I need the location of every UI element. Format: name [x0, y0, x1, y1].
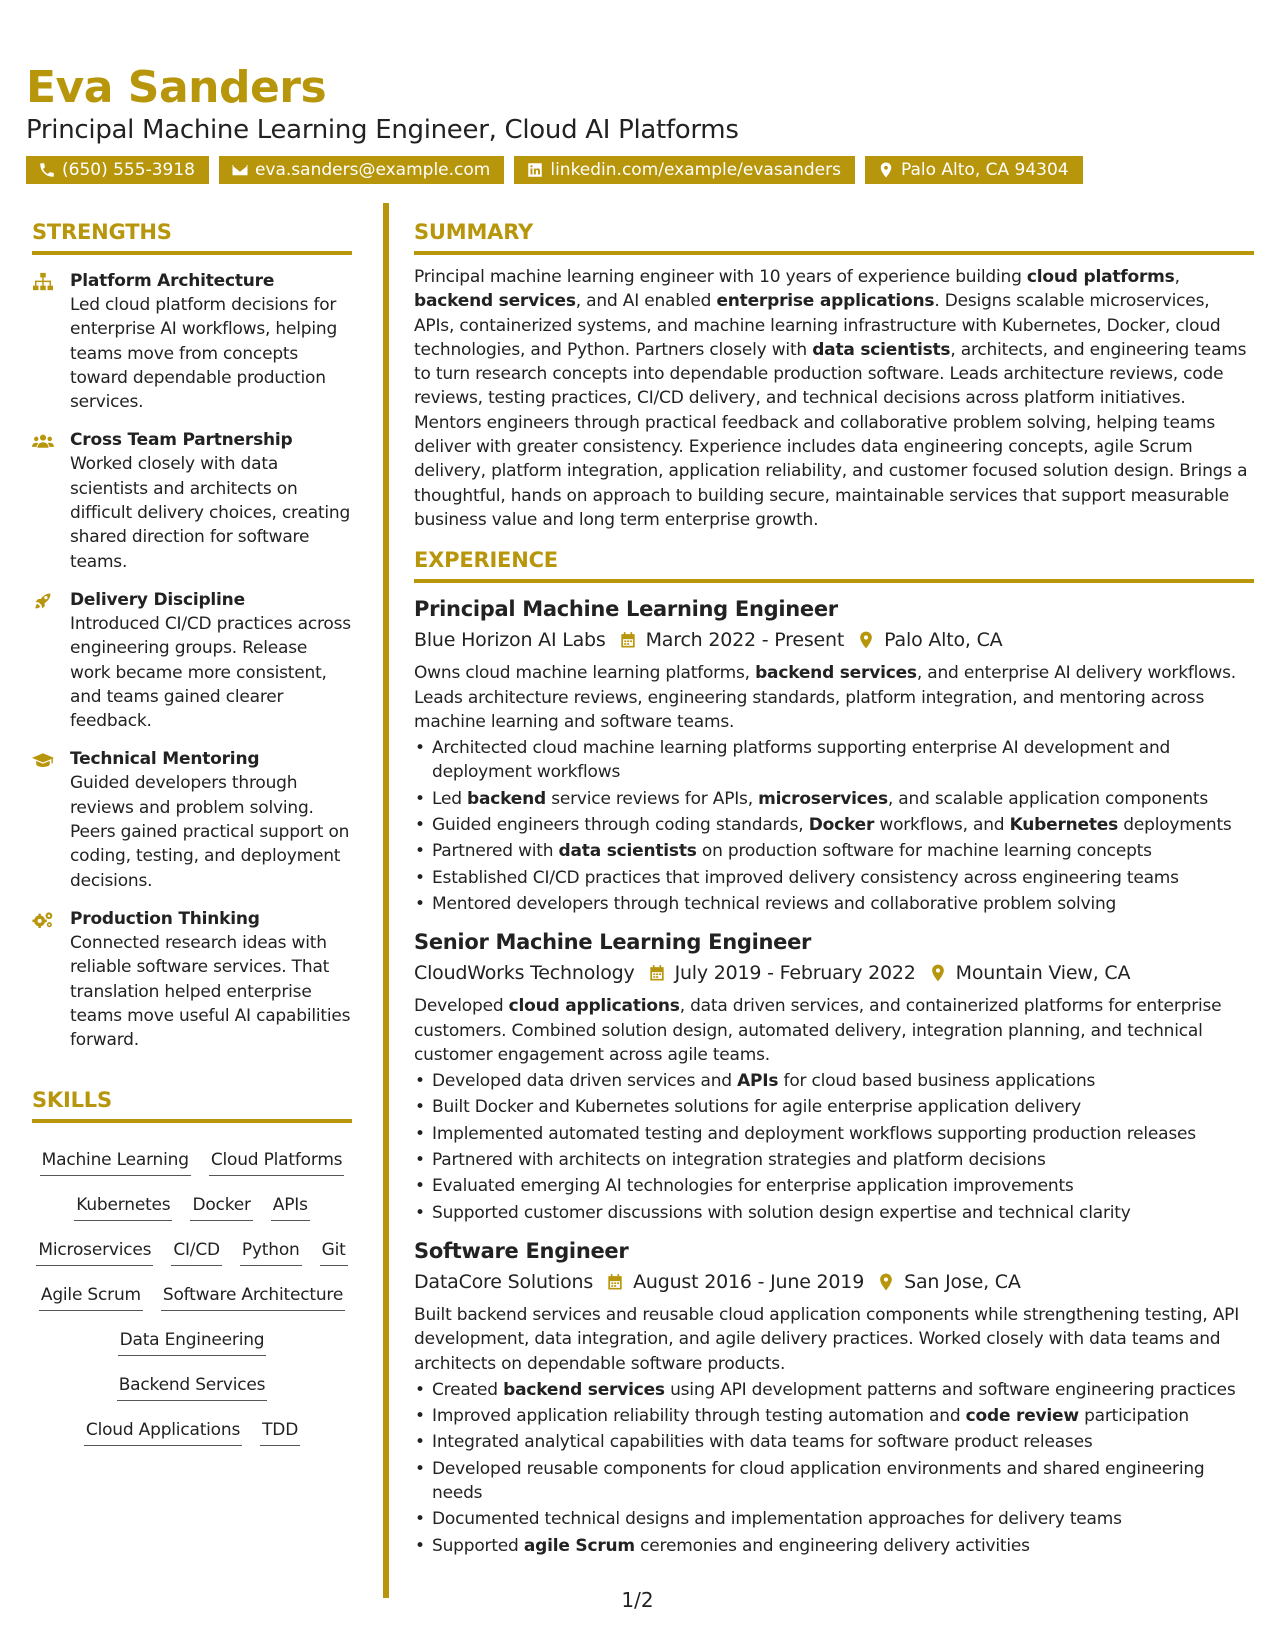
contact-phone-text: (650) 555-3918 [62, 160, 195, 180]
text-run: Developed [414, 996, 509, 1017]
job-bullet [414, 1174, 1254, 1198]
text-run: Documented technical designs and implementation approaches for delivery teams [432, 1509, 1122, 1530]
skill-tag: Software Architecture [161, 1283, 345, 1311]
contact-email[interactable] [219, 156, 504, 184]
location-pin-icon [856, 630, 876, 650]
strength-desc: Worked closely with data scientists and architects on difficult delivery choices, creating shared direction for software teams. [70, 454, 351, 572]
experience-heading: EXPERIENCE [414, 546, 1254, 583]
job-description [414, 1303, 1254, 1376]
left-column [32, 218, 352, 1446]
skill-tag: Python [240, 1238, 302, 1266]
strength-desc: Introduced CI/CD practices across engineering groups. Release work became more consistent, and teams gained clearer feedback. [70, 613, 351, 732]
skill-tag: Agile Scrum [39, 1283, 143, 1311]
text-run: Created [432, 1379, 504, 1400]
text-run: on production software for machine learning concepts [696, 841, 1152, 862]
text-run: service reviews for APIs, [546, 788, 759, 809]
job-bullet [414, 813, 1254, 837]
gears-icon [32, 910, 54, 930]
skill-row [32, 1266, 352, 1311]
bold-phrase: microservices [758, 788, 888, 809]
bold-phrase: Kubernetes [1009, 815, 1119, 836]
strength-title: Delivery Discipline [70, 589, 245, 610]
job-bullet [414, 839, 1254, 863]
text-run: ceremonies and engineering delivery activities [634, 1535, 1030, 1556]
job-company: Blue Horizon AI Labs [414, 629, 606, 652]
job-dates: August 2016 - June 2019 [633, 1270, 865, 1293]
strength-title: Technical Mentoring [70, 749, 260, 770]
skill-tag: Data Engineering [118, 1328, 267, 1356]
calendar-icon [647, 963, 667, 983]
text-run: Developed data driven services and [432, 1071, 738, 1092]
phone-icon [38, 161, 56, 179]
job-bullets [414, 736, 1254, 916]
strength-desc: Guided developers through reviews and problem solving. Peers gained practical support on coding, testing, and deployment decisions. [70, 773, 350, 891]
strength-item [32, 269, 352, 414]
text-run: Supported customer discussions with solution design expertise and technical clarity [432, 1202, 1131, 1223]
text-run: workflows, and [874, 815, 1010, 836]
graduation-cap-icon [32, 750, 54, 770]
bold-phrase: Docker [808, 815, 875, 836]
job-meta [414, 958, 1254, 988]
text-run: Developed reusable components for cloud application environments and shared engineering needs [432, 1458, 1205, 1503]
job-bullet [414, 892, 1254, 916]
job-title: Principal Machine Learning Engineer [414, 597, 838, 622]
job-dates: July 2019 - February 2022 [674, 962, 916, 985]
text-run: Built backend services and reusable cloud application components while strengthening testing, API development, data integration, and agile delivery practices. Worked closely with data teams and architects on dependable software products. [414, 1304, 1240, 1374]
text-run: Integrated analytical capabilities with data teams for software product releases [432, 1432, 1093, 1453]
bold-phrase: backend services [503, 1379, 665, 1400]
contact-phone[interactable] [26, 156, 209, 184]
text-run: Supported [432, 1535, 524, 1556]
linkedin-icon [526, 161, 544, 179]
calendar-icon [618, 630, 638, 650]
job-location: San Jose, CA [904, 1270, 1021, 1293]
rocket-icon [32, 591, 54, 611]
text-run: Implemented automated testing and deployment workflows supporting production releases [432, 1123, 1196, 1144]
strength-item [32, 747, 352, 892]
bold-phrase: cloud platforms [1026, 267, 1175, 287]
contact-linkedin-text: linkedin.com/example/evasanders [550, 160, 841, 180]
text-run: Led [432, 788, 468, 809]
skills-list [32, 1131, 352, 1446]
job-bullet [414, 736, 1254, 785]
skill-tag: Microservices [36, 1238, 153, 1266]
summary-heading: SUMMARY [414, 218, 1254, 255]
text-run: Mentored developers through technical reviews and collaborative problem solving [432, 893, 1117, 914]
strength-title: Cross Team Partnership [70, 430, 293, 451]
contact-bar [26, 156, 1256, 184]
summary-text [414, 265, 1254, 532]
bold-phrase: cloud applications [508, 996, 680, 1017]
job-bullet [414, 1201, 1254, 1225]
text-run: , data driven services, and containerized platforms for enterprise customers. Combined solution design, automated delivery, integration planning, and technical customer engagement across agile teams. [414, 996, 1222, 1065]
calendar-icon [605, 1272, 625, 1292]
right-column [414, 218, 1254, 1558]
text-run: using API development patterns and software engineering practices [664, 1379, 1236, 1400]
job-bullet [414, 866, 1254, 890]
text-run: deployments [1118, 815, 1232, 836]
envelope-icon [231, 161, 249, 179]
job-bullet [414, 1148, 1254, 1172]
contact-linkedin[interactable] [514, 156, 855, 184]
text-run: Partnered with [432, 841, 559, 862]
job-bullet [414, 1457, 1254, 1506]
strength-item [32, 588, 352, 733]
bold-phrase: data scientists [558, 841, 697, 862]
text-run: , and scalable application components [887, 788, 1209, 809]
job-meta [414, 625, 1254, 655]
job-entry [414, 595, 1254, 916]
location-pin-icon [876, 1272, 896, 1292]
bold-phrase: agile Scrum [523, 1535, 635, 1556]
candidate-name: Eva Sanders [26, 62, 327, 113]
skill-tag: Kubernetes [74, 1193, 172, 1221]
location-pin-icon [877, 161, 895, 179]
job-bullets [414, 1069, 1254, 1225]
job-location: Mountain View, CA [955, 962, 1131, 985]
text-run: , [1174, 267, 1180, 287]
contact-location[interactable] [865, 156, 1083, 184]
skill-tag: Backend Services [117, 1373, 268, 1401]
strength-title: Platform Architecture [70, 271, 275, 291]
text-run: Built Docker and Kubernetes solutions for agile enterprise application delivery [432, 1097, 1081, 1118]
job-bullet [414, 787, 1254, 811]
job-bullet [414, 1069, 1254, 1093]
strengths-heading: STRENGTHS [32, 218, 352, 255]
job-company: DataCore Solutions [414, 1270, 594, 1293]
job-dates: March 2022 - Present [645, 629, 845, 652]
text-run: Improved application reliability through testing automation and [432, 1406, 966, 1427]
skill-tag: Machine Learning [40, 1148, 191, 1176]
text-run: Established CI/CD practices that improved delivery consistency across engineering teams [432, 867, 1179, 888]
text-run: Principal machine learning engineer with 10 years of experience building [414, 267, 1027, 287]
bold-phrase: data scientists [812, 339, 951, 360]
job-entry [414, 928, 1254, 1225]
skill-row [32, 1221, 352, 1266]
text-run: , and enterprise AI delivery workflows. Leads architecture reviews, engineering standards, platform integration, and mentoring across machine learning and software teams. [414, 663, 1236, 732]
skill-tag: APIs [271, 1193, 310, 1221]
users-icon [32, 431, 54, 451]
skill-row [32, 1131, 352, 1176]
text-run: for cloud based business applications [778, 1071, 1096, 1092]
strength-item [32, 428, 352, 573]
skills-heading: SKILLS [32, 1086, 352, 1123]
text-run: , architects, and engineering teams to turn research concepts into dependable production software. Leads architecture reviews, code reviews, testing practices, CI/CD delivery, and technical decisions across platform initiatives. Mentors engineers through practical feedback and collaborative problem solving, helping teams deliver with greater consistency. Experience includes data engineering concepts, agile Scrum delivery, platform integration, application reliability, and customer focused solution design. Brings a thoughtful, hands on approach to building secure, maintainable services that support measurable business value and long term enterprise growth. [414, 339, 1248, 530]
skill-tag: Cloud Applications [84, 1418, 242, 1446]
contact-email-text: eva.sanders@example.com [254, 160, 491, 180]
skill-row [32, 1356, 352, 1401]
job-bullet [414, 1122, 1254, 1146]
column-divider [383, 203, 389, 1598]
strength-desc: Led cloud platform decisions for enterprise AI workflows, helping teams move from concepts toward dependable production services. [70, 295, 338, 413]
job-title: Senior Machine Learning Engineer [414, 930, 812, 955]
skill-tag: Cloud Platforms [209, 1148, 345, 1176]
text-run: , and AI enabled [575, 291, 717, 312]
experience-list [414, 595, 1254, 1558]
skill-row [32, 1176, 352, 1221]
job-meta [414, 1267, 1254, 1297]
text-run: participation [1078, 1406, 1189, 1427]
skill-row [32, 1401, 352, 1446]
job-bullet [414, 1095, 1254, 1119]
page-number: 1/2 [621, 1588, 654, 1612]
bold-phrase: code review [965, 1406, 1079, 1427]
skill-tag: Git [320, 1238, 348, 1266]
bold-phrase: backend [467, 788, 546, 809]
text-run: Partnered with architects on integration strategies and platform decisions [432, 1150, 1046, 1171]
location-pin-icon [928, 963, 948, 983]
bold-phrase: backend services [414, 291, 576, 312]
job-company: CloudWorks Technology [414, 962, 635, 985]
text-run: Evaluated emerging AI technologies for enterprise application improvements [432, 1176, 1074, 1197]
text-run: . Designs scalable microservices, APIs, containerized systems, and machine learning infrastructure with Kubernetes, Docker, cloud technologies, and Python. Partners closely with [414, 291, 1221, 360]
skill-tag: TDD [260, 1418, 300, 1446]
strength-desc: Connected research ideas with reliable software services. That translation helped enterprise teams move useful AI capabilities forward. [70, 932, 351, 1051]
text-run: Owns cloud machine learning platforms, [414, 663, 756, 684]
job-description [414, 994, 1254, 1067]
skill-tag: Docker [190, 1193, 252, 1221]
bold-phrase: APIs [737, 1071, 779, 1092]
job-bullet [414, 1404, 1254, 1428]
job-bullet [414, 1534, 1254, 1558]
job-description [414, 661, 1254, 734]
sitemap-icon [32, 272, 54, 292]
strength-title: Production Thinking [70, 908, 260, 929]
bold-phrase: backend services [755, 663, 917, 684]
job-bullets [414, 1378, 1254, 1558]
job-bullet [414, 1378, 1254, 1402]
contact-location-text: Palo Alto, CA 94304 [900, 160, 1069, 180]
job-entry [414, 1237, 1254, 1558]
text-run: Architected cloud machine learning platforms supporting enterprise AI development and deployment workflows [432, 738, 1171, 783]
candidate-role: Principal Machine Learning Engineer, Cloud AI Platforms [26, 115, 739, 145]
text-run: Guided engineers through coding standards, [432, 815, 809, 836]
skill-tag: CI/CD [171, 1238, 222, 1266]
strength-item [32, 907, 352, 1052]
skill-row [32, 1311, 352, 1356]
resume-header [26, 62, 1256, 184]
job-title: Software Engineer [414, 1238, 629, 1263]
job-location: Palo Alto, CA [884, 629, 1003, 652]
bold-phrase: enterprise applications [716, 291, 935, 312]
job-bullet [414, 1507, 1254, 1531]
job-bullet [414, 1430, 1254, 1454]
